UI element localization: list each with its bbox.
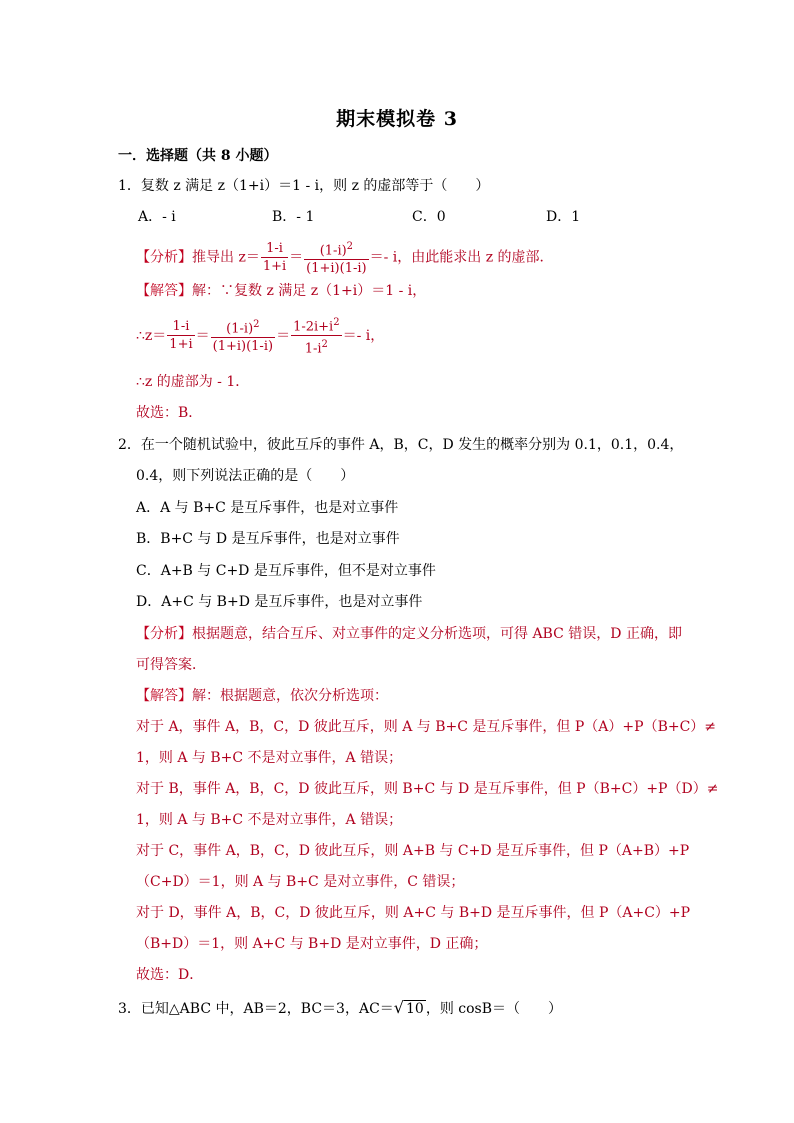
q1-option-c: C．0 — [412, 209, 446, 225]
q2-solution-b-line1: 对于 B，事件 A，B，C，D 彼此互斥，则 B+C 与 D 是互斥事件，但 P（B+C）+P（D）≠ — [136, 781, 719, 797]
q3-stem-text: 3．已知△ABC 中，AB＝2，BC＝3，AC＝ — [118, 1001, 394, 1017]
q1-analysis: 【分析】推导出 z＝ $\frac{1-i}{1+i}$ ＝ $\frac{(1-i)^2}{(1+i)(1-i)}$ ＝- i，由此能求出 z 的虚部． — [136, 238, 554, 277]
fraction-numerator: (1-i) — [319, 243, 347, 259]
q1-option-a: A．- i — [138, 209, 176, 225]
section-heading: 一．选择题（共 8 小题） — [118, 148, 278, 164]
fraction-numerator: (1-i) — [226, 321, 254, 337]
q1-derivation: ∴z＝ $\frac{1-i}{1+i}$ ＝ $\frac{(1-i)^2}{(1+i)(1-i)}$ ＝ $\frac{1-2i+i^2}{1-i^2}$ ＝- i， — [136, 314, 384, 358]
exponent: 2 — [321, 339, 328, 351]
fraction — [211, 316, 275, 355]
fraction — [304, 238, 368, 277]
q2-option-a: A．A 与 B+C 是互斥事件，也是对立事件 — [136, 500, 399, 516]
fraction — [261, 240, 288, 275]
q2-choose: 故选：D． — [136, 967, 204, 983]
analysis-tag: 【分析】 — [136, 249, 192, 266]
q2-option-b: B．B+C 与 D 是互斥事件，也是对立事件 — [136, 531, 400, 547]
q2-solution-a-line2: 1，则 A 与 B+C 不是对立事件，A 错误； — [136, 750, 403, 766]
solution-tag: 【解答】 — [136, 283, 192, 299]
q2-analysis-line2: 可得答案． — [136, 657, 206, 673]
analysis-tag: 【分析】 — [136, 626, 192, 642]
therefore-text: ∴z＝ — [136, 327, 167, 344]
solution-text: 解：∵复数 z 满足 z（1+i）＝1 - i， — [192, 283, 427, 299]
fraction-denominator: (1+i)(1-i) — [212, 339, 274, 355]
page-title: 期末模拟卷 3 — [336, 108, 458, 130]
result-text: ＝- i， — [342, 327, 385, 344]
q2-solution-d-line1: 对于 D，事件 A，B，C，D 彼此互斥，则 A+C 与 B+D 是互斥事件，但 P（A+C）+P — [136, 905, 691, 921]
q2-option-d: D．A+C 与 B+D 是互斥事件，也是对立事件 — [136, 594, 423, 610]
fraction-denominator: 1-i — [304, 341, 322, 357]
q1-stem: 1．复数 z 满足 z（1+i）＝1 - i，则 z 的虚部等于（ ） — [118, 178, 490, 194]
analysis-text: 根据题意，结合互斥、对立事件的定义分析选项，可得 ABC 错误，D 正确，即 — [192, 626, 682, 642]
analysis-text: 推导出 z＝ — [192, 249, 260, 266]
fraction — [167, 318, 194, 353]
q1-choose: 故选：B． — [136, 405, 203, 421]
fraction-numerator: 1-2i+i — [293, 319, 334, 335]
fraction-denominator: (1+i)(1-i) — [306, 261, 367, 277]
q2-solution-c-line1: 对于 C，事件 A，B，C，D 彼此互斥，则 A+B 与 C+D 是互斥事件，但 P（A+B）+P — [136, 843, 690, 859]
exponent: 2 — [333, 317, 340, 328]
fraction — [291, 314, 342, 358]
solution-text: 解：根据题意，依次分析选项： — [192, 688, 388, 704]
fraction-denominator: 1+i — [169, 337, 193, 353]
exponent: 2 — [253, 319, 260, 331]
fraction-numerator: 1-i — [261, 240, 288, 258]
q2-stem-line2: 0.4，则下列说法正确的是（ ） — [136, 468, 355, 484]
q2-solution-d-line2: （B+D）＝1，则 A+C 与 B+D 是对立事件，D 正确； — [136, 936, 488, 952]
q2-solution-intro — [136, 686, 388, 706]
q1-solution — [136, 281, 426, 301]
exponent: 2 — [346, 241, 354, 252]
q2-stem-line1: 2．在一个随机试验中，彼此互斥的事件 A，B，C，D 发生的概率分别为 0.1，0.1，0.4， — [118, 437, 684, 453]
analysis-text: ＝- i，由此能求出 z 的虚部． — [369, 249, 554, 266]
fraction-denominator: 1+i — [262, 259, 287, 275]
q2-analysis-line1 — [136, 624, 682, 644]
q1-imag-part: ∴z 的虚部为 - 1． — [136, 374, 250, 390]
q1-option-b: B．- 1 — [272, 209, 315, 225]
fraction-numerator: 1-i — [167, 318, 194, 336]
q1-option-d: D．1 — [546, 209, 581, 225]
q2-solution-a-line1: 对于 A，事件 A，B，C，D 彼此互斥，则 A 与 B+C 是互斥事件，但 P（A）+P（B+C）≠ — [136, 719, 717, 735]
q2-solution-b-line2: 1，则 A 与 B+C 不是对立事件，A 错误； — [136, 812, 403, 828]
q3-stem — [118, 998, 562, 1019]
q2-solution-c-line2: （C+D）＝1，则 A 与 B+C 是对立事件，C 错误； — [136, 874, 465, 890]
q3-stem-text: ，则 cosB＝（ ） — [425, 1001, 563, 1017]
radical-sign: √ — [393, 998, 404, 1017]
radicand: 10 — [406, 1001, 424, 1017]
solution-tag: 【解答】 — [136, 688, 192, 704]
q2-option-c: C．A+B 与 C+D 是互斥事件，但不是对立事件 — [136, 563, 436, 579]
